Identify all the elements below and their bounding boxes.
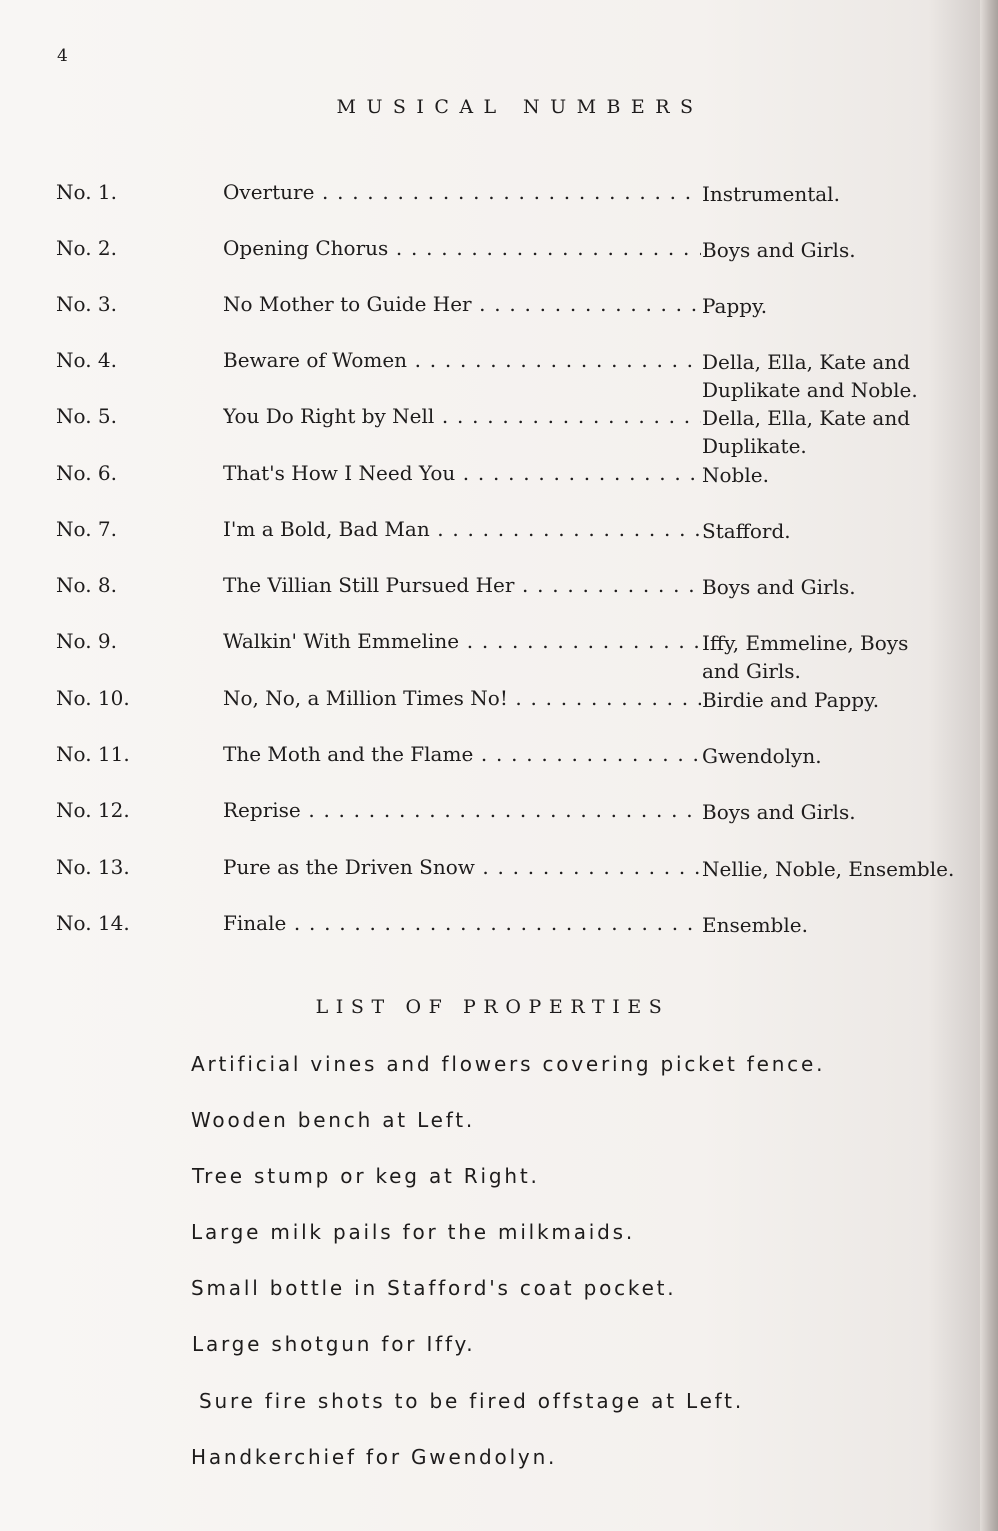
song-performers: Birdie and Pappy.	[702, 688, 880, 712]
song-performers: Pappy.	[702, 294, 768, 318]
musical-numbers-heading: MUSICAL NUMBERS	[336, 96, 704, 118]
song-performers: Della, Ella, Kate and Duplikate and Noble.	[702, 350, 918, 402]
musical-number-label: No. 10.	[56, 686, 130, 710]
song-title: Finale . . .	[223, 911, 701, 935]
song-performers: Instrumental.	[702, 182, 840, 206]
property-item: Wooden bench at Left.	[191, 1108, 476, 1132]
musical-number-label: No. 9.	[56, 629, 117, 653]
musical-number-label: No. 6.	[56, 461, 117, 485]
song-title: I'm a Bold, Bad Man . . .	[223, 517, 701, 541]
song-performers: Ensemble.	[702, 913, 808, 937]
song-title: No, No, a Million Times No! . . .	[223, 686, 701, 710]
song-title: You Do Right by Nell . . .	[223, 404, 701, 428]
song-performers: Della, Ella, Kate and Duplikate.	[702, 406, 911, 458]
song-performers: Boys and Girls.	[702, 800, 856, 824]
song-title: Beware of Women . . .	[223, 348, 701, 372]
song-title: Opening Chorus . . .	[223, 236, 701, 260]
musical-number-label: No. 14.	[56, 911, 130, 935]
song-performers: Stafford.	[702, 519, 791, 543]
song-title: That's How I Need You . . .	[223, 461, 701, 485]
musical-number-label: No. 7.	[56, 517, 117, 541]
musical-number-label: No. 5.	[56, 404, 117, 428]
musical-number-label: No. 13.	[56, 855, 130, 879]
musical-number-label: No. 1.	[56, 180, 117, 204]
song-performers: Iffy, Emmeline, Boys and Girls.	[702, 631, 909, 683]
song-title: Pure as the Driven Snow . . .	[223, 855, 701, 879]
song-performers: Noble.	[702, 463, 769, 487]
song-title: The Villian Still Pursued Her . . .	[223, 573, 701, 597]
song-performers: Boys and Girls.	[702, 575, 856, 599]
musical-number-label: No. 12.	[56, 798, 130, 822]
song-performers: Boys and Girls.	[702, 238, 856, 262]
musical-number-label: No. 4.	[56, 348, 117, 372]
musical-number-label: No. 8.	[56, 573, 117, 597]
musical-number-label: No. 11.	[56, 742, 130, 766]
song-title: Overture . . .	[223, 180, 701, 204]
page-number: 4	[57, 46, 68, 66]
song-title: The Moth and the Flame . . .	[223, 742, 701, 766]
song-title: Walkin' With Emmeline . . .	[223, 629, 701, 653]
song-title: Reprise . . .	[223, 798, 701, 822]
song-performers: Nellie, Noble, Ensemble.	[702, 857, 955, 881]
property-item: Tree stump or keg at Right.	[192, 1164, 540, 1188]
musical-number-label: No. 2.	[56, 236, 117, 260]
song-performers: Gwendolyn.	[702, 744, 822, 768]
song-title: No Mother to Guide Her . . .	[223, 292, 701, 316]
property-item: Small bottle in Stafford's coat pocket.	[191, 1276, 677, 1300]
property-item: Handkerchief for Gwendolyn.	[191, 1445, 558, 1469]
property-item: Large shotgun for Iffy.	[192, 1332, 476, 1356]
property-item: Artificial vines and flowers covering picket fence.	[191, 1052, 826, 1076]
properties-heading: LIST OF PROPERTIES	[315, 996, 670, 1018]
musical-number-label: No. 3.	[56, 292, 117, 316]
property-item: Large milk pails for the milkmaids.	[191, 1220, 635, 1244]
property-item: Sure fire shots to be fired offstage at Left.	[199, 1389, 744, 1413]
